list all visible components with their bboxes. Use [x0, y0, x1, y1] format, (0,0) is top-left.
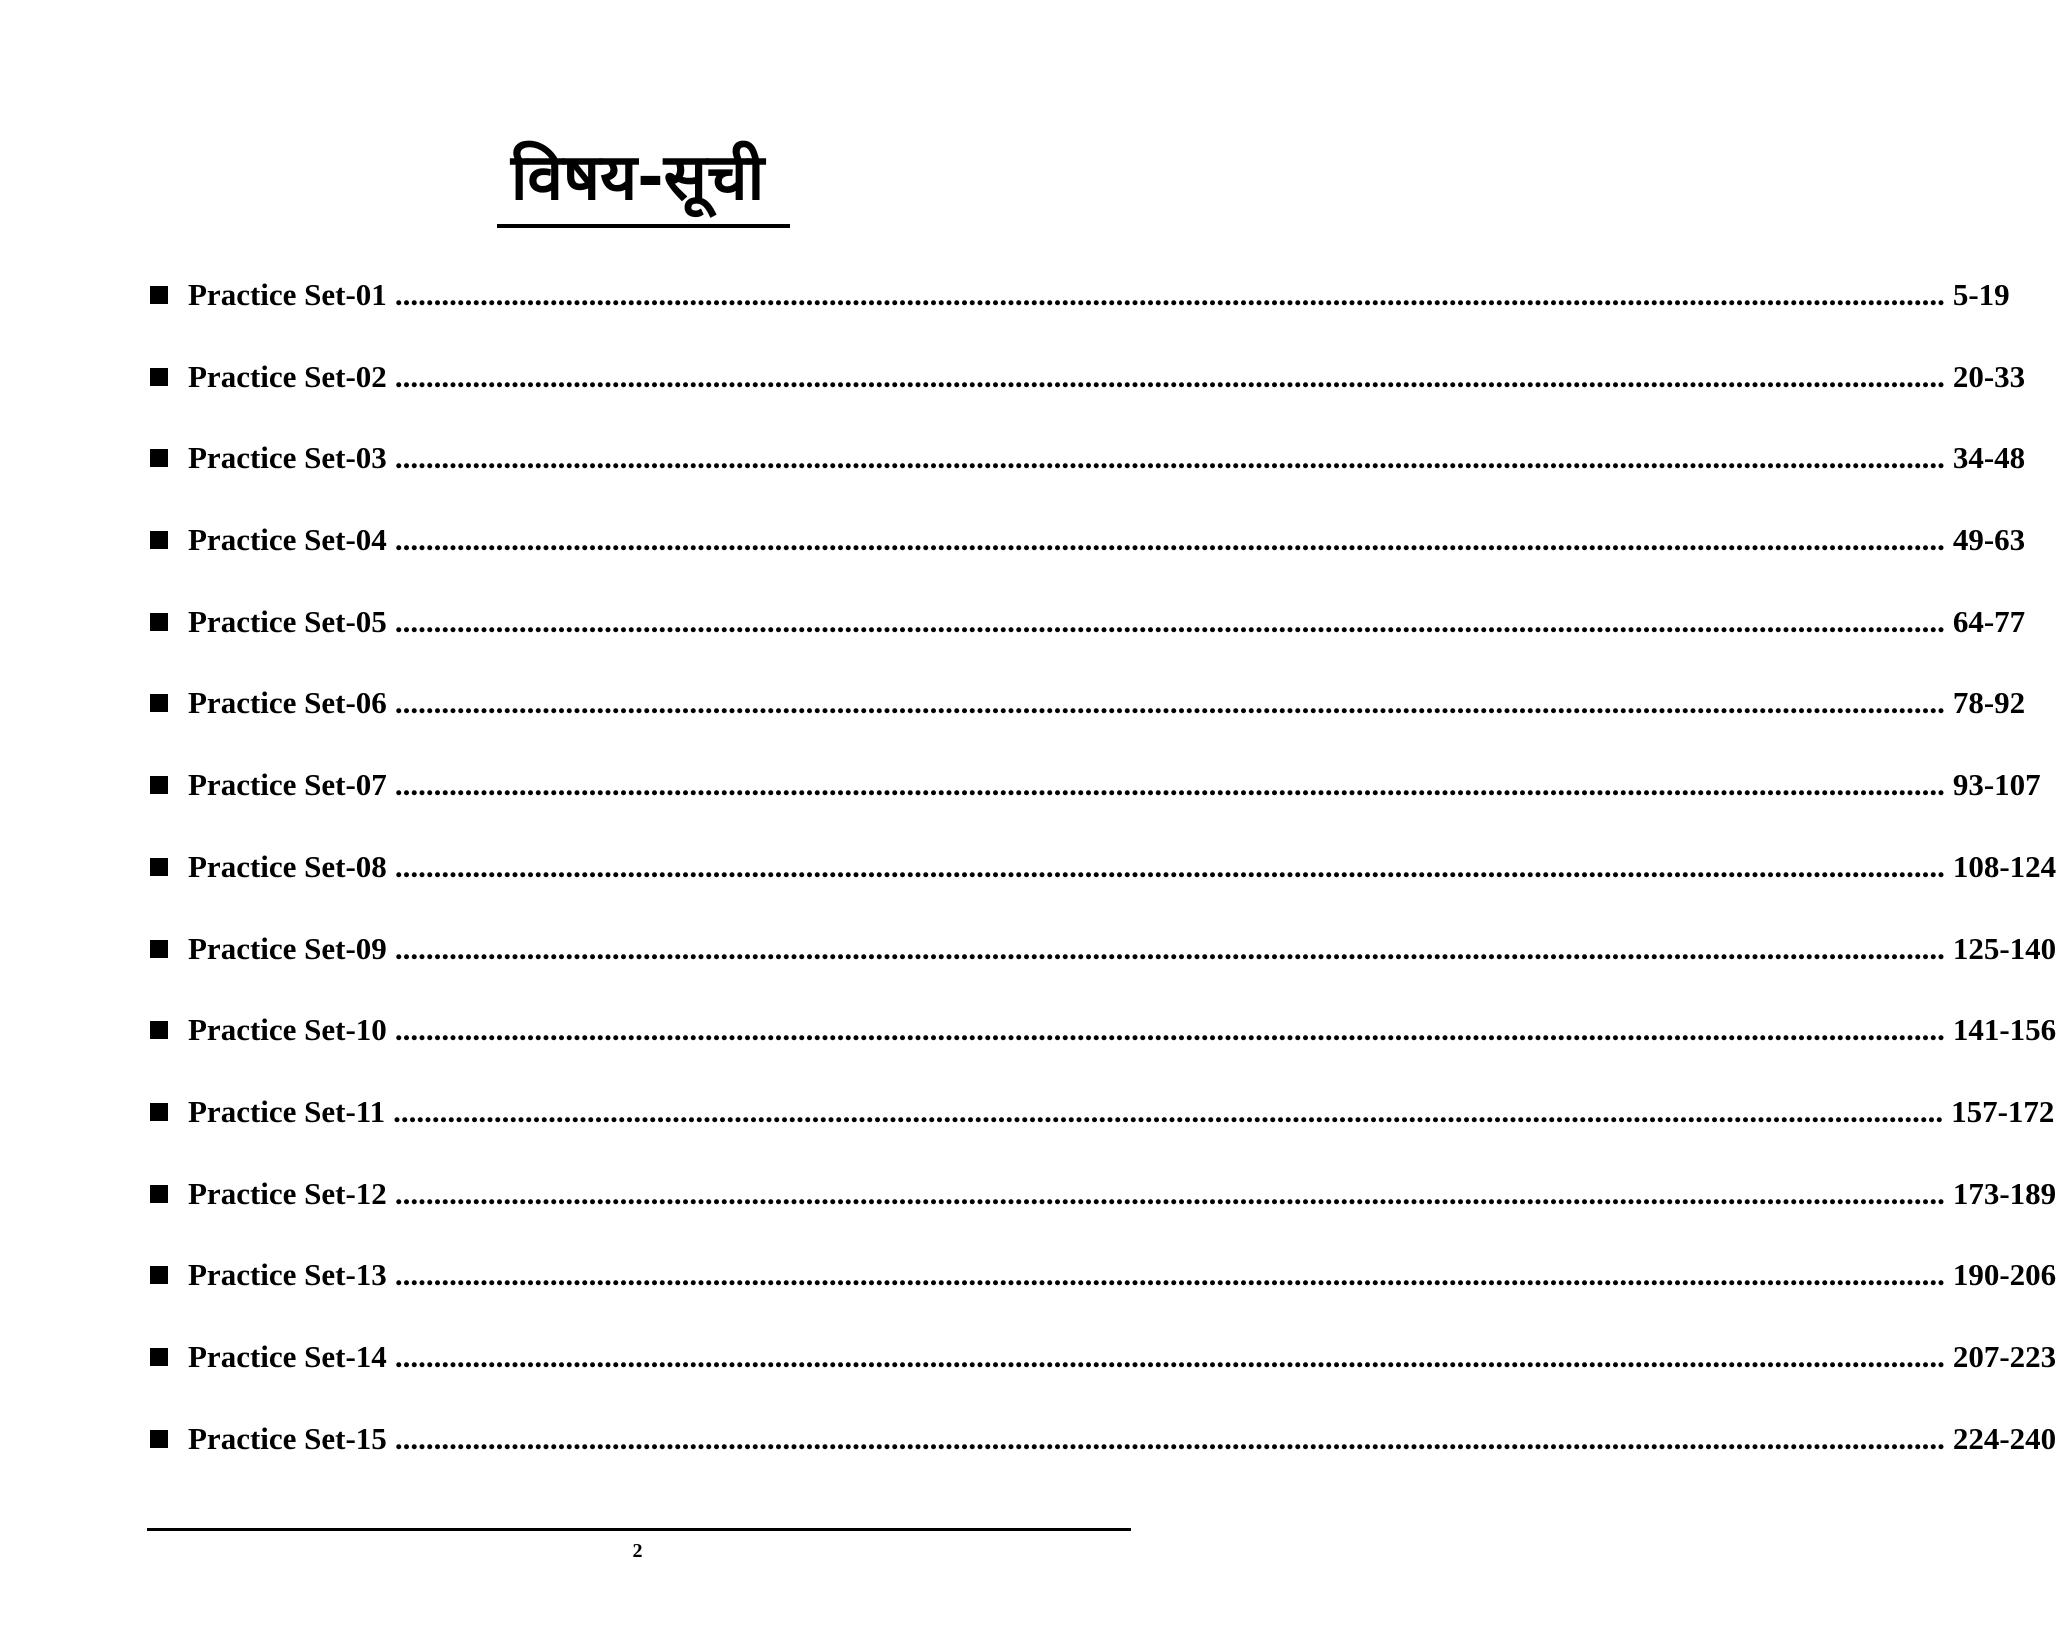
square-bullet-icon [150, 531, 168, 549]
dot-leader: ........................................................................................................................................................................................................ [394, 685, 1945, 721]
toc-entry[interactable] [150, 683, 2026, 723]
page-number: 2 [632, 1540, 643, 1562]
dot-leader: ........................................................................................................................................................................................................ [394, 1175, 1945, 1211]
toc-entry-pages: 207-223 [1952, 1338, 2056, 1374]
square-bullet-icon [150, 940, 168, 958]
toc-entry-label: Practice Set-05 [188, 603, 387, 639]
toc-entry[interactable] [150, 1174, 2056, 1214]
toc-entry-label: Practice Set-02 [188, 358, 387, 394]
toc-entry[interactable] [150, 1419, 2056, 1459]
toc-entry-pages: 125-140 [1952, 930, 2056, 966]
toc-entry-label: Practice Set-09 [188, 930, 387, 966]
dot-leader: ........................................................................................................................................................................................................ [394, 522, 1945, 558]
toc-entry-label: Practice Set-12 [188, 1175, 387, 1211]
square-bullet-icon [150, 449, 168, 467]
toc-entry-pages: 157-172 [1951, 1093, 2055, 1129]
footer-rule [147, 1528, 1131, 1531]
toc-entry-label: Practice Set-10 [188, 1012, 387, 1048]
toc-entry[interactable] [150, 438, 2026, 478]
dot-leader: ........................................................................................................................................................................................................ [394, 1338, 1945, 1374]
square-bullet-icon [150, 694, 168, 712]
toc-entry-pages: 93-107 [1952, 767, 2041, 803]
dot-leader: ........................................................................................................................................................................................................ [394, 603, 1945, 639]
dot-leader: ........................................................................................................................................................................................................ [394, 358, 1945, 394]
toc-entry-pages: 141-156 [1952, 1012, 2056, 1048]
toc-entry-pages: 20-33 [1952, 358, 2026, 394]
toc-entry[interactable] [150, 847, 2056, 887]
dot-leader: ........................................................................................................................................................................................................ [394, 1012, 1945, 1048]
toc-entry-label: Practice Set-14 [188, 1338, 387, 1374]
toc-entry-pages: 34-48 [1952, 440, 2026, 476]
toc-entry-label: Practice Set-04 [188, 522, 387, 558]
toc-entry-label: Practice Set-06 [188, 685, 387, 721]
square-bullet-icon [150, 1348, 168, 1366]
toc-entry[interactable] [150, 1092, 2055, 1132]
dot-leader: ........................................................................................................................................................................................................ [394, 1257, 1945, 1293]
square-bullet-icon [150, 1103, 168, 1121]
dot-leader: ........................................................................................................................................................................................................ [394, 277, 1945, 312]
toc-entry[interactable] [150, 275, 2010, 315]
square-bullet-icon [150, 1185, 168, 1203]
toc-entry[interactable] [150, 1337, 2056, 1377]
toc-entry-pages: 5-19 [1952, 277, 2010, 312]
toc-entry[interactable] [150, 357, 2026, 397]
table-of-contents [150, 275, 2056, 1500]
square-bullet-icon [150, 286, 168, 304]
toc-entry-label: Practice Set-11 [188, 1093, 386, 1129]
toc-entry-pages: 224-240 [1952, 1420, 2056, 1456]
square-bullet-icon [150, 368, 168, 386]
square-bullet-icon [150, 1266, 168, 1284]
toc-entry-pages: 108-124 [1952, 848, 2056, 884]
toc-entry-pages: 49-63 [1952, 522, 2026, 558]
toc-entry-label: Practice Set-15 [188, 1420, 387, 1456]
toc-entry-pages: 173-189 [1952, 1175, 2056, 1211]
toc-entry-label: Practice Set-07 [188, 767, 387, 803]
dot-leader: ........................................................................................................................................................................................................ [394, 848, 1945, 884]
toc-entry-label: Practice Set-01 [188, 277, 387, 312]
toc-entry-label: Practice Set-13 [188, 1257, 387, 1293]
toc-entry-pages: 78-92 [1952, 685, 2026, 721]
dot-leader: ........................................................................................................................................................................................................ [394, 1420, 1945, 1456]
dot-leader: ........................................................................................................................................................................................................ [394, 767, 1945, 803]
page-title: विषय-सूची [510, 141, 765, 215]
toc-entry-pages: 64-77 [1952, 603, 2026, 639]
dot-leader: ........................................................................................................................................................................................................ [394, 440, 1945, 476]
toc-entry-label: Practice Set-08 [188, 848, 387, 884]
dot-leader: ........................................................................................................................................................................................................ [394, 930, 1945, 966]
square-bullet-icon [150, 613, 168, 631]
dot-leader: ........................................................................................................................................................................................................ [393, 1093, 1944, 1129]
square-bullet-icon [150, 776, 168, 794]
toc-entry[interactable] [150, 1255, 2056, 1295]
title-underline [497, 224, 790, 228]
square-bullet-icon [150, 1021, 168, 1039]
square-bullet-icon [150, 1430, 168, 1448]
toc-entry[interactable] [150, 765, 2041, 805]
toc-entry[interactable] [150, 602, 2026, 642]
toc-entry[interactable] [150, 520, 2026, 560]
toc-entry-label: Practice Set-03 [188, 440, 387, 476]
toc-entry-pages: 190-206 [1952, 1257, 2056, 1293]
square-bullet-icon [150, 858, 168, 876]
toc-entry[interactable] [150, 929, 2056, 969]
toc-entry[interactable] [150, 1010, 2056, 1050]
